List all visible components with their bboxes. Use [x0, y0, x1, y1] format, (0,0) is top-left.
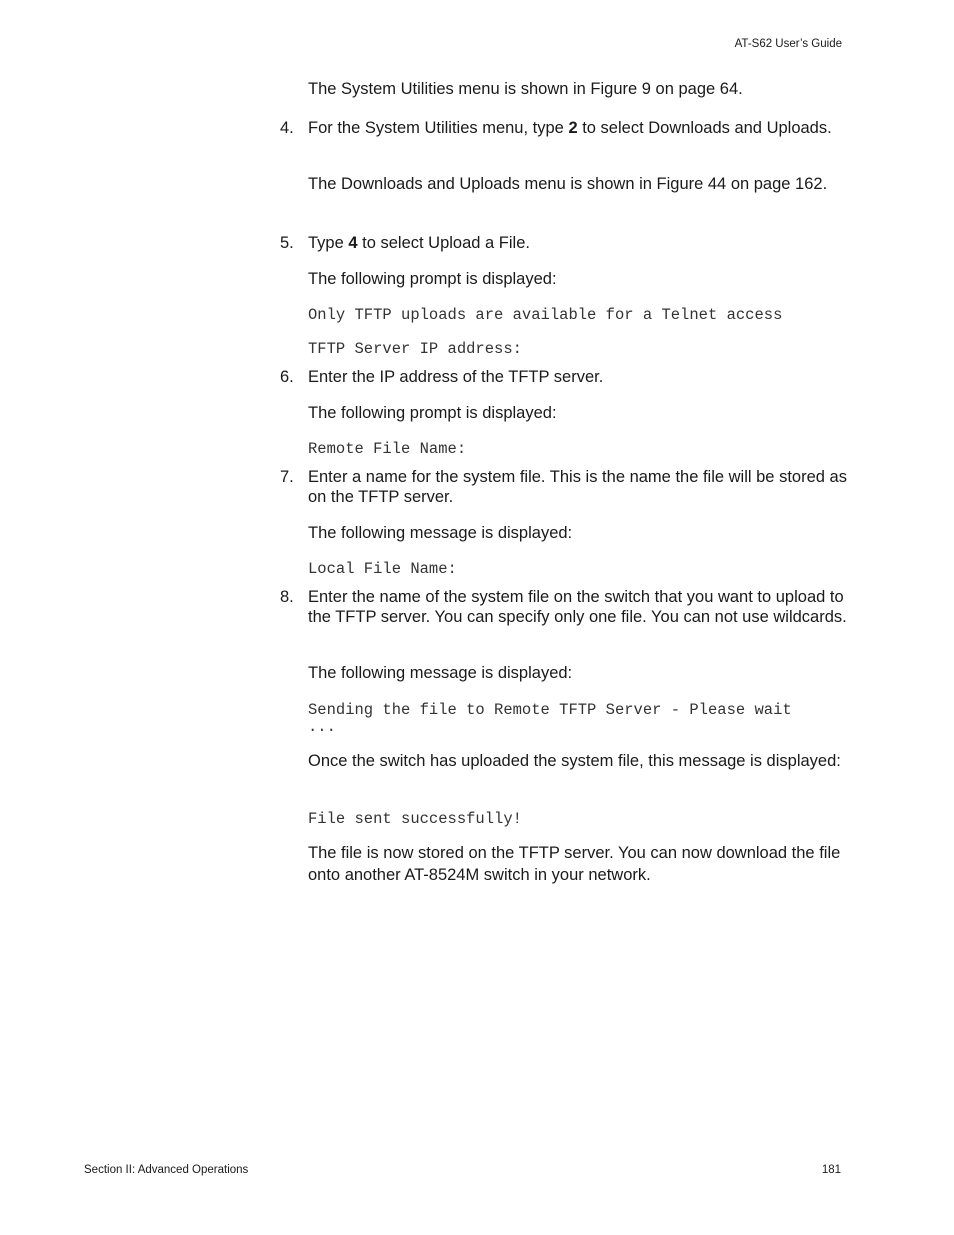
- prompt-code: Remote File Name:: [308, 440, 467, 458]
- step-5-note: The following prompt is displayed:: [308, 270, 557, 288]
- page-number: 181: [821, 1164, 841, 1176]
- step-8-text: Enter the name of the system file on the switch that you want to upload to the TFTP server. You can specify only one file. You can not use wildcards.: [308, 588, 847, 626]
- step-5-text: Type 4 to select Upload a File.: [308, 234, 530, 252]
- step-7-note: The following message is displayed:: [308, 524, 573, 542]
- step-4-text: For the System Utilities menu, type 2 to select Downloads and Uploads.: [308, 119, 832, 137]
- step-number: 8.: [280, 588, 294, 606]
- prompt-code: Only TFTP uploads are available for a Telnet access: [308, 306, 783, 324]
- prompt-code: TFTP Server IP address:: [308, 340, 522, 358]
- step-6-note: The following prompt is displayed:: [308, 404, 557, 422]
- step-number: 5.: [280, 234, 294, 252]
- prompt-code: Sending the file to Remote TFTP Server - Please wait: [308, 701, 792, 719]
- step-6-text: Enter the IP address of the TFTP server.: [308, 368, 604, 386]
- intro-paragraph: The System Utilities menu is shown in Figure 9 on page 64.: [308, 80, 743, 98]
- prompt-code: Local File Name:: [308, 560, 457, 578]
- step-number: 4.: [280, 119, 294, 137]
- step-8-note: The following message is displayed:: [308, 664, 573, 682]
- running-header: AT-S62 User’s Guide: [734, 38, 842, 50]
- prompt-code: ...: [308, 718, 336, 736]
- footer-section: Section II: Advanced Operations: [84, 1164, 249, 1176]
- step-7-text: Enter a name for the system file. This is the name the file will be stored as on the TFTP server.: [308, 468, 847, 506]
- step-number: 6.: [280, 368, 294, 386]
- prompt-code: File sent successfully!: [308, 810, 522, 828]
- closing-paragraph: The file is now stored on the TFTP server. You can now download the file onto another AT-8524M switch in your network.: [308, 844, 841, 884]
- step-number: 7.: [280, 468, 294, 486]
- step-4-note: The Downloads and Uploads menu is shown in Figure 44 on page 162.: [308, 175, 828, 193]
- after-upload-paragraph: Once the switch has uploaded the system file, this message is displayed:: [308, 752, 841, 770]
